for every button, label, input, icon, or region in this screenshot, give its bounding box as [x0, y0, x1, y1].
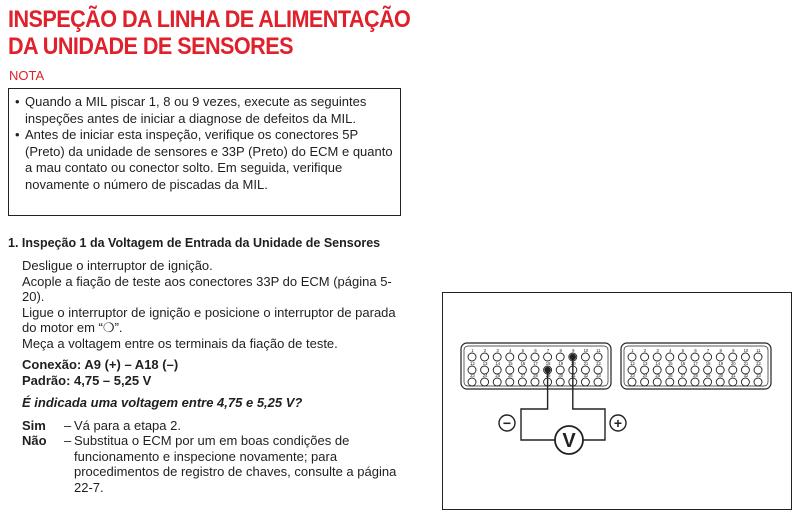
pin-number: 20 — [570, 361, 576, 366]
pin-number: 11 — [596, 348, 601, 353]
connection-spec: Conexão: A9 (+) – A18 (–) — [22, 357, 179, 372]
pin-number: 7 — [706, 348, 710, 353]
ecm-connector-b — [621, 343, 771, 389]
note-item: • Antes de iniciar esta inspeção, verifique os conectores 5P (Preto) da unidade de sensores e 33P (Preto) do ECM e quanto a mau contato ou conector solto. Em seguida, verifique novamente o número de piscadas da MIL. — [15, 127, 394, 193]
inspection-question: É indicada uma voltagem entre 4,75 e 5,25 V? — [22, 395, 303, 410]
connector-pin — [493, 353, 501, 361]
procedure-step: Desligue o interruptor de ignição. — [22, 258, 213, 273]
answer-no — [22, 433, 407, 495]
pin-number: 32 — [743, 373, 749, 378]
pin-number: 16 — [680, 361, 686, 366]
note-label: NOTA — [9, 68, 45, 83]
pin-number: 31 — [570, 373, 576, 378]
pin-number: 29 — [545, 373, 551, 378]
connector-pin — [754, 378, 762, 386]
pin-number: 27 — [520, 373, 526, 378]
answer-dash: – — [64, 417, 72, 433]
pin-number: 28 — [533, 373, 538, 378]
standard-spec: Padrão: 4,75 – 5,25 V — [22, 372, 152, 388]
connector-pin — [729, 353, 737, 361]
pin-number: 1 — [631, 348, 634, 353]
pin-number: 14 — [655, 361, 661, 366]
pin-number: 25 — [655, 373, 661, 378]
note-item: • Quando a MIL piscar 1, 8 ou 9 vezes, execute as seguintes inspeções antes de iniciar a diagnose de defeitos da MIL. — [15, 94, 394, 127]
note-list — [15, 94, 394, 193]
pin-number: 17 — [533, 361, 538, 366]
connector-pin — [581, 353, 589, 361]
pin-number: 9 — [572, 348, 575, 353]
plus-symbol: + — [613, 415, 623, 431]
connector-pin — [666, 353, 674, 361]
connector-pin — [641, 378, 649, 386]
pin-number: 21 — [743, 361, 749, 366]
pin-number: 33 — [756, 373, 761, 378]
pin-number: 28 — [693, 373, 698, 378]
pin-number: 33 — [596, 373, 601, 378]
pin-number: 12 — [470, 361, 475, 366]
connector-pin — [518, 353, 526, 361]
pin-number: 5 — [521, 348, 525, 353]
connector-pin — [481, 378, 489, 386]
pin-number: 3 — [496, 348, 499, 353]
connector-pin — [531, 353, 539, 361]
answer-yes-text: Vá para a etapa 2. — [74, 417, 181, 433]
pin-number: 27 — [680, 373, 686, 378]
answer-yes — [22, 418, 407, 434]
pin-number: 17 — [693, 361, 698, 366]
pin-number: 15 — [507, 361, 513, 366]
connector-diagram — [442, 292, 792, 510]
pin-number: 31 — [730, 373, 736, 378]
pin-number: 7 — [546, 348, 550, 353]
connector-pin — [531, 378, 539, 386]
pin-number: 13 — [642, 361, 648, 366]
answer-dash: – — [64, 433, 72, 448]
pin-number: 24 — [642, 373, 648, 378]
connector-pin — [653, 378, 661, 386]
voltmeter-label: V — [562, 430, 576, 452]
pin-number: 29 — [705, 373, 711, 378]
answers — [22, 418, 407, 496]
connector-pin — [556, 378, 564, 386]
connector-pin — [716, 353, 724, 361]
pin-number: 12 — [630, 361, 635, 366]
connector-pin — [468, 353, 476, 361]
pin-number: 10 — [743, 348, 749, 353]
connector-pin — [506, 353, 514, 361]
pin-number: 1 — [471, 348, 474, 353]
connector-pin — [518, 378, 526, 386]
pin-number: 6 — [694, 348, 697, 353]
pin-number: 5 — [681, 348, 685, 353]
pin-number: 24 — [482, 373, 488, 378]
connector-pin — [704, 353, 712, 361]
pin-number: 4 — [669, 348, 672, 353]
connector-pin — [594, 353, 602, 361]
pin-number: 2 — [483, 348, 487, 353]
pin-number: 4 — [509, 348, 512, 353]
connector-pin — [678, 353, 686, 361]
connector-pin — [754, 353, 762, 361]
pin-number: 23 — [470, 373, 475, 378]
page-title-line-2: DA UNIDADE DE SENSORES — [8, 33, 293, 60]
connector-pin — [641, 353, 649, 361]
answer-yes-key: Sim — [22, 417, 46, 433]
connector-pin — [729, 378, 737, 386]
pin-number: 22 — [596, 361, 601, 366]
pin-number: 14 — [495, 361, 501, 366]
pin-number: 6 — [534, 348, 537, 353]
connector-pin — [691, 378, 699, 386]
connector-pin — [556, 353, 564, 361]
pin-number: 15 — [667, 361, 673, 366]
pin-number: 22 — [756, 361, 761, 366]
connector-pin — [481, 353, 489, 361]
connector-pin — [691, 353, 699, 361]
procedure-step: Ligue o interruptor de ignição e posicione o interruptor de parada do motor em “❍”. — [22, 304, 396, 335]
pin-number: 8 — [719, 348, 722, 353]
pin-number: 26 — [667, 373, 673, 378]
minus-symbol: − — [502, 415, 512, 431]
connector-pin — [594, 378, 602, 386]
ecm-connector-a — [461, 343, 611, 389]
pin-number: 19 — [558, 361, 564, 366]
pin-number: 30 — [718, 373, 724, 378]
pin-number: 21 — [583, 361, 589, 366]
pin-number: 23 — [630, 373, 635, 378]
connector-pin — [741, 353, 749, 361]
pin-number: 2 — [643, 348, 647, 353]
connector-pin — [704, 378, 712, 386]
connector-pin — [628, 378, 636, 386]
connector-pin — [506, 378, 514, 386]
connector-pin — [741, 378, 749, 386]
pin-number: 19 — [718, 361, 724, 366]
pin-number: 32 — [583, 373, 589, 378]
connector-pin — [493, 378, 501, 386]
answer-no-key: Não — [22, 433, 47, 448]
connector-pin — [544, 353, 552, 361]
pin-number: 8 — [559, 348, 562, 353]
pin-number: 26 — [507, 373, 513, 378]
page-title — [8, 6, 410, 60]
pin-number: 3 — [656, 348, 659, 353]
note-box — [8, 88, 401, 216]
procedure-step: Acople a fiação de teste aos conectores 33P do ECM (página 5-20). — [22, 273, 392, 304]
pin-number: 11 — [756, 348, 761, 353]
section-heading: 1. Inspeção 1 da Voltagem de Entrada da Unidade de Sensores — [8, 236, 381, 250]
connector-pin — [468, 378, 476, 386]
pin-number: 16 — [520, 361, 526, 366]
pin-number: 30 — [558, 373, 564, 378]
connector-pin — [581, 378, 589, 386]
connector-pin — [666, 378, 674, 386]
procedure-step: Meça a voltagem entre os terminais da fiação de teste. — [22, 335, 338, 351]
connector-diagram-svg — [443, 293, 793, 511]
pin-number: 18 — [705, 361, 711, 366]
pin-number: 20 — [730, 361, 736, 366]
page-title-line-1: INSPEÇÃO DA LINHA DE ALIMENTAÇÃO — [8, 6, 411, 33]
pin-number: 10 — [583, 348, 589, 353]
pin-number: 13 — [482, 361, 488, 366]
connector-pin — [653, 353, 661, 361]
connector-pin — [716, 378, 724, 386]
pin-number: 18 — [545, 361, 551, 366]
procedure-body — [22, 258, 407, 495]
answer-no-text: Substitua o ECM por um em boas condições de funcionamento e inspecione novamente; para procedimentos de registro de chaves, consulte a página 22-7. — [74, 433, 397, 495]
connector-pin — [678, 378, 686, 386]
pin-number: 9 — [732, 348, 735, 353]
pin-number: 25 — [495, 373, 501, 378]
connector-pin — [628, 353, 636, 361]
